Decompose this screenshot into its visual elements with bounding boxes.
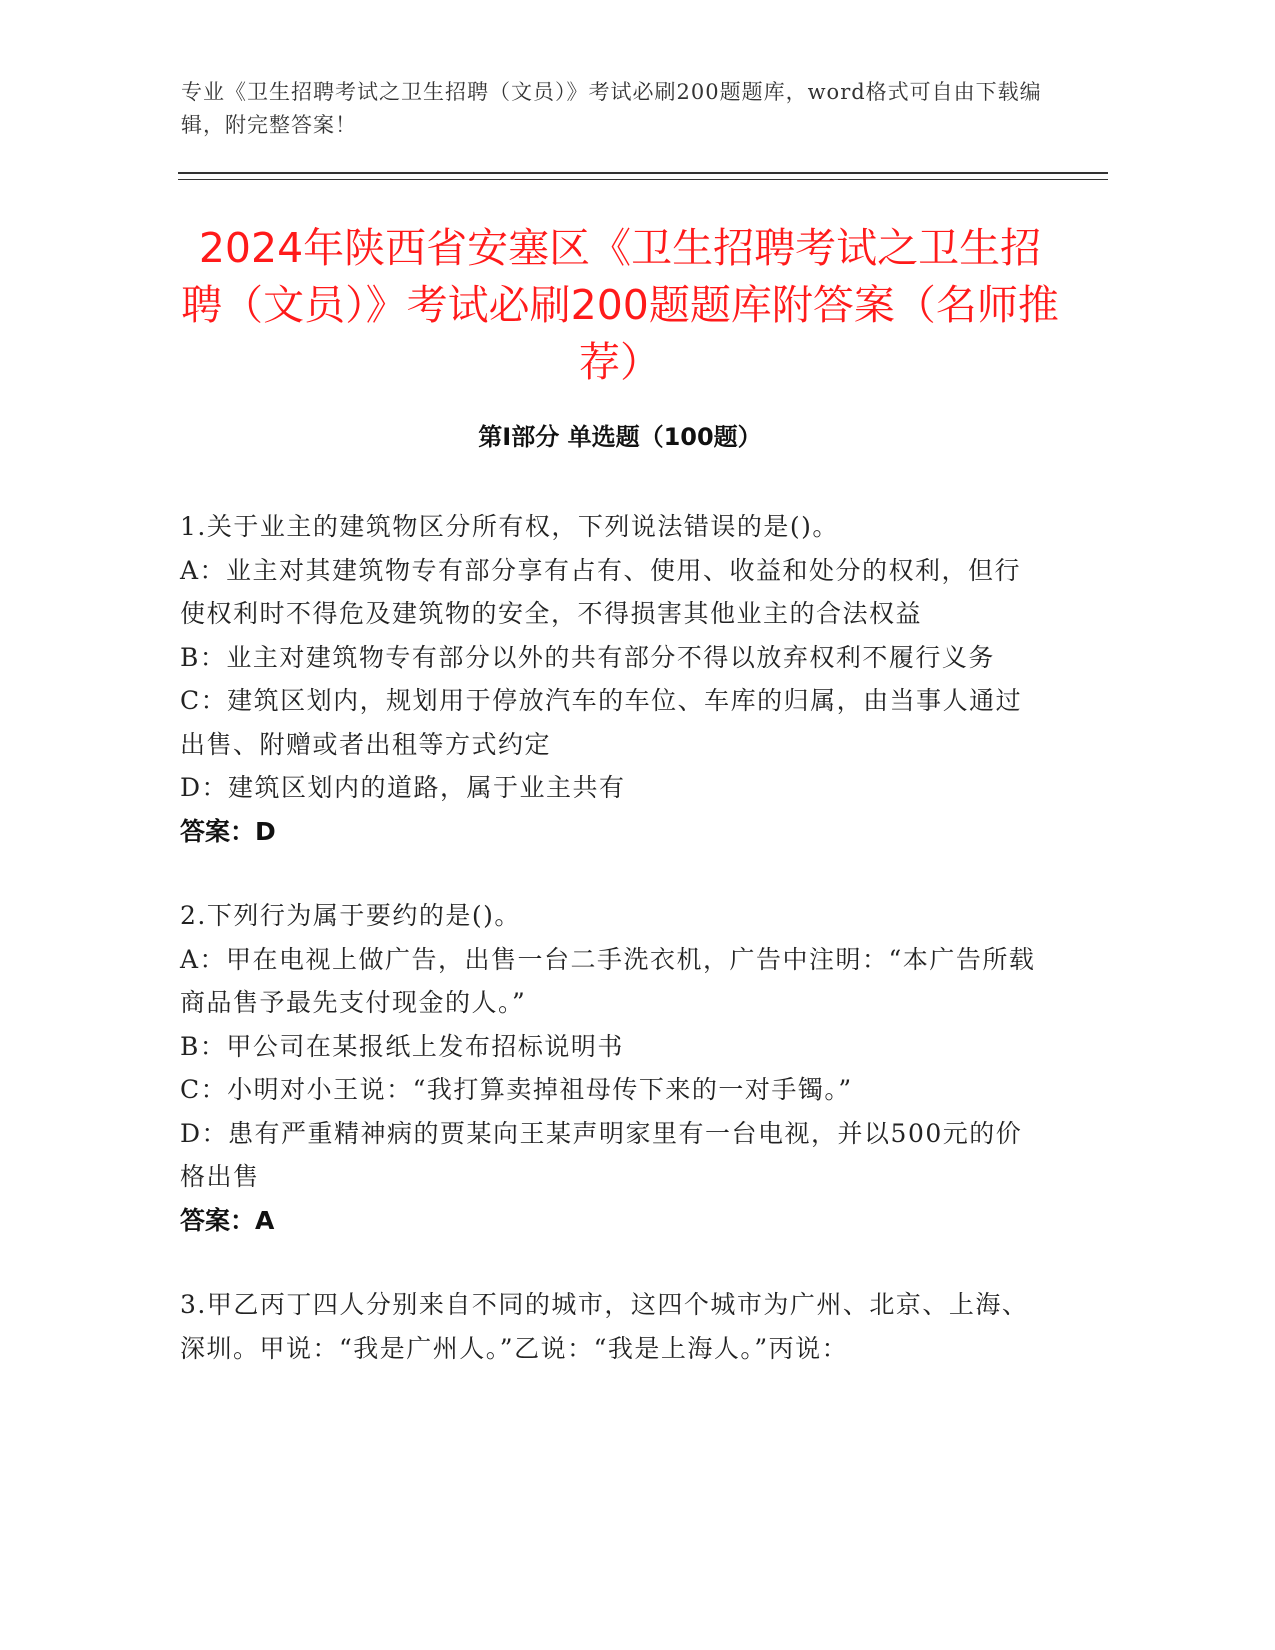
- option-d: D：建筑区划内的道路，属于业主共有: [180, 773, 626, 802]
- question-stem: 3.甲乙丙丁四人分别来自不同的城市，这四个城市为广州、北京、上海、深圳。甲说：“我是广州人。”乙说：“我是上海人。”丙说：: [180, 1290, 1029, 1363]
- question-2: [180, 894, 1040, 1242]
- option-a: A：业主对其建筑物专有部分享有占有、使用、收益和处分的权利，但行使权利时不得危及建筑物的安全，不得损害其他业主的合法权益: [180, 555, 1022, 628]
- option-d: D：患有严重精神病的贾某向王某声明家里有一台电视，并以500元的价格出售: [180, 1118, 1023, 1191]
- header-note: 专业《卫生招聘考试之卫生招聘（文员）》考试必刷200题题库，word格式可自由下载编辑，附完整答案！: [181, 80, 1042, 137]
- option-b: B：甲公司在某报纸上发布招标说明书: [180, 1031, 624, 1061]
- option-b: B：业主对建筑物专有部分以外的共有部分不得以放弃权利不履行义务: [180, 642, 995, 672]
- question-list: [180, 505, 1040, 1411]
- header-rule-thin: [178, 179, 1108, 180]
- option-c: C：建筑区划内，规划用于停放汽车的车位、车库的归属，由当事人通过出售、附赠或者出租等方式约定: [180, 686, 1023, 759]
- answer-label: 答案：A: [180, 1205, 275, 1235]
- section-heading: 第I部分 单选题（100题）: [478, 423, 762, 451]
- question-1: [180, 505, 1040, 853]
- header-rule-thick: [178, 172, 1108, 174]
- option-a: A：甲在电视上做广告，出售一台二手洗衣机，广告中注明：“本广告所载商品售予最先支付现金的人。”: [180, 944, 1036, 1017]
- question-stem: 2.下列行为属于要约的是()。: [180, 901, 521, 930]
- question-3: [180, 1283, 1040, 1370]
- answer-label: 答案：D: [180, 816, 276, 846]
- document-title: 2024年陕西省安塞区《卫生招聘考试之卫生招聘（文员）》考试必刷200题题库附答案（名师推荐）: [181, 224, 1059, 386]
- question-stem: 1.关于业主的建筑物区分所有权，下列说法错误的是()。: [180, 512, 839, 541]
- option-c: C：小明对小王说：“我打算卖掉祖母传下来的一对手镯。”: [180, 1075, 853, 1104]
